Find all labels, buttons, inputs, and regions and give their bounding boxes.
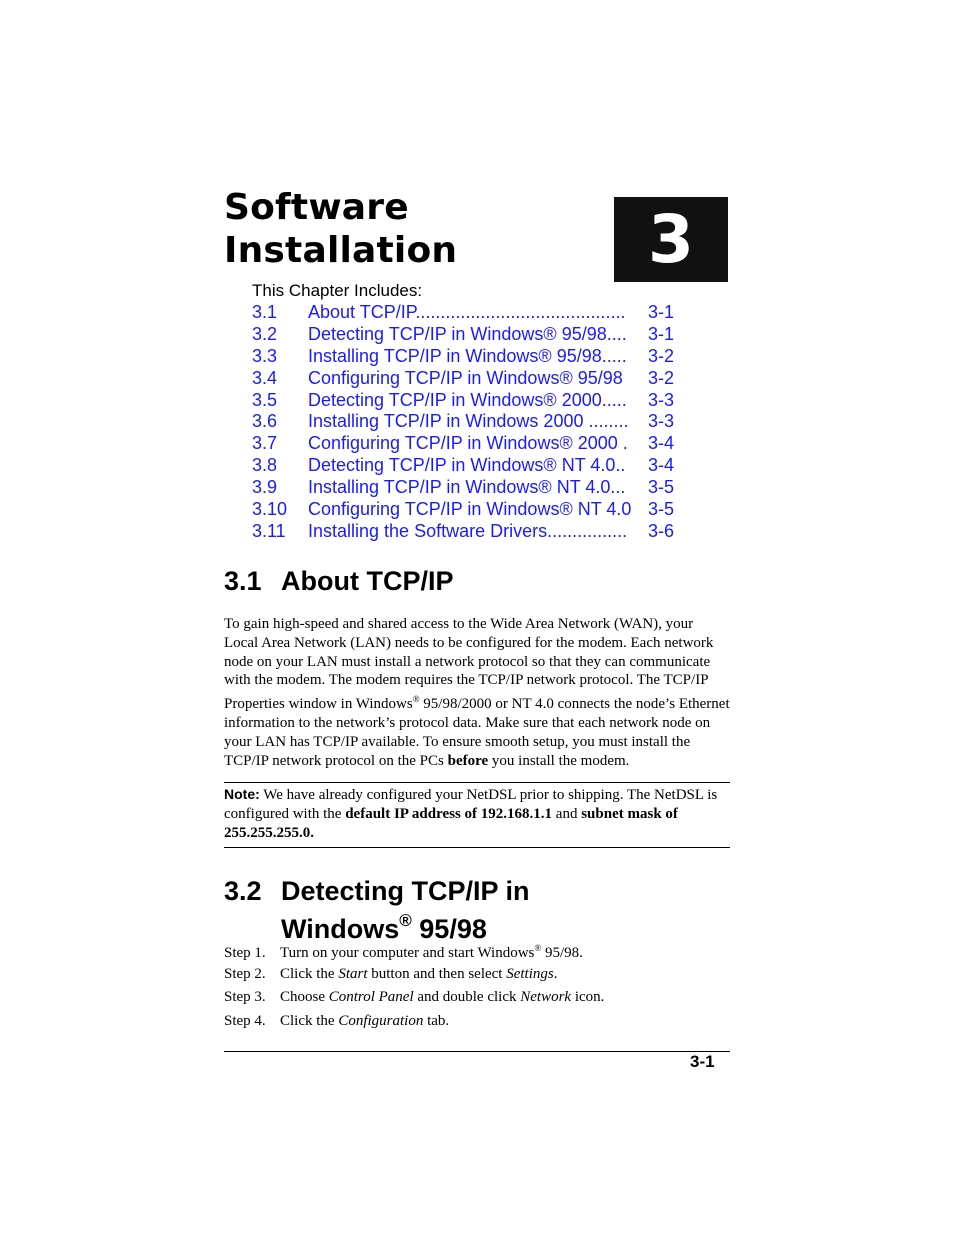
step-italic: Start (338, 966, 368, 982)
toc-number: 3.9 (252, 477, 278, 498)
note-bottom-rule (224, 847, 730, 848)
step-text: icon. (571, 989, 605, 1005)
section-title-line2-end: 95/98 (411, 914, 487, 944)
note-bold: subnet mask of 255.255.255.0. (224, 805, 678, 841)
section-heading (224, 876, 530, 944)
registered-mark: ® (399, 911, 412, 930)
toc-title: Installing TCP/IP in Windows 2000 (308, 411, 584, 432)
section-title: About TCP/IP (281, 566, 454, 596)
toc-number: 3.3 (252, 345, 278, 366)
toc-page: 3-2 (647, 345, 674, 366)
toc-page: 3-2 (647, 367, 674, 388)
toc-intro: This Chapter Includes: (252, 281, 423, 300)
step-text: Turn on your computer and start Windows (280, 945, 535, 961)
toc-page: 3-1 (647, 302, 674, 322)
registered-mark: ® (534, 943, 542, 953)
toc-link[interactable] (252, 345, 674, 367)
footer-rule (224, 1051, 730, 1052)
toc-number: 3.7 (252, 433, 278, 454)
section-title-line1: Detecting TCP/IP in (281, 876, 530, 906)
step-text: Click the (280, 1013, 339, 1029)
toc-leader: ..... (601, 389, 627, 410)
toc-link[interactable] (252, 454, 674, 476)
toc-title: Configuring TCP/IP in Windows® NT 4.0 (308, 499, 632, 520)
toc-title: Detecting TCP/IP in Windows® 95/98 (308, 323, 607, 344)
step-italic: Settings (506, 966, 554, 982)
toc-link[interactable] (252, 520, 674, 542)
note (224, 785, 730, 842)
step-text: and double click (413, 989, 521, 1005)
section-heading (224, 566, 453, 597)
step-text: Click the (280, 966, 339, 982)
step-italic: Control Panel (328, 989, 414, 1005)
chapter-number-box: 3 (614, 197, 728, 282)
note-top-rule (224, 782, 730, 783)
table-of-contents (252, 301, 674, 542)
toc-page: 3-3 (647, 411, 674, 432)
toc-leader: .. (615, 455, 626, 476)
section-number: 3.2 (224, 876, 262, 906)
toc-number: 3.1 (252, 302, 278, 322)
step-label: Step 2. (224, 966, 266, 982)
chapter-title-line1: Software (224, 187, 409, 228)
step-text: 95/98. (541, 945, 583, 961)
step-text: . (553, 966, 558, 982)
paragraph-text: To gain high-speed and shared access to the Wide Area Network (WAN), your Local Area Network (LAN) needs to be configured for the modem. Each network node on your LAN must install a network protocol so that they can communicate with the modem. The modem requires the TCP/IP network protocol. The TCP/IP Properties window in Windows (224, 616, 714, 713)
toc-number: 3.8 (252, 455, 278, 476)
section-number: 3.1 (224, 566, 262, 596)
toc-page: 3-4 (647, 455, 674, 476)
toc-page: 3-3 (647, 389, 674, 410)
paragraph-text: you install the modem. (488, 752, 630, 769)
toc-title: Detecting TCP/IP in Windows® NT 4.0 (308, 455, 616, 476)
toc-page: 3-6 (647, 520, 674, 541)
toc-page: 3-1 (647, 323, 674, 344)
toc-title: Detecting TCP/IP in Windows® 2000 (308, 389, 602, 410)
step-italic: Network (520, 989, 572, 1005)
toc-number: 3.2 (252, 323, 278, 344)
toc-number: 3.4 (252, 367, 278, 388)
toc-title: Configuring TCP/IP in Windows® 95/98 (308, 367, 623, 388)
step-text: Choose (280, 989, 329, 1005)
step-item (224, 966, 557, 983)
toc-title: Configuring TCP/IP in Windows® 2000 (308, 433, 618, 454)
toc-page: 3-5 (647, 499, 674, 520)
toc-leader: ................ (547, 520, 628, 541)
note-text: We have already configured your NetDSL prior to shipping. The NetDSL is configured with the (224, 787, 718, 822)
toc-link[interactable] (252, 367, 674, 389)
toc-link[interactable] (252, 410, 674, 432)
toc-title: Installing TCP/IP in Windows® NT 4.0 (308, 477, 611, 498)
toc-link[interactable] (252, 301, 674, 323)
note-bold: default IP address of 192.168.1.1 (345, 805, 553, 822)
note-label: Note: (224, 786, 260, 802)
toc-leader: . (617, 433, 628, 454)
section-title-line2: Windows (281, 914, 400, 944)
toc-number: 3.10 (252, 499, 288, 520)
toc-leader: ..... (601, 345, 627, 366)
step-item (224, 943, 583, 962)
step-item (224, 1013, 449, 1030)
toc-title: About TCP/IP (308, 302, 416, 322)
step-item (224, 989, 604, 1006)
step-label: Step 1. (224, 945, 266, 961)
registered-mark: ® (412, 694, 420, 705)
step-text: button and then select (367, 966, 507, 982)
chapter-title (224, 186, 604, 272)
toc-page: 3-4 (647, 433, 674, 454)
toc-page: 3-5 (647, 477, 674, 498)
toc-link[interactable] (252, 389, 674, 411)
toc-title: Installing the Software Drivers (308, 520, 548, 541)
chapter-title-line2: Installation (224, 230, 458, 271)
paragraph-text: 95/98/2000 or NT 4.0 connects the node’s Ethernet information to the network’s protocol data. Make sure that each network node on your LAN has TCP/IP available. To ensure smooth setup, you must install the TCP/IP network protocol on the PCs (224, 696, 730, 769)
toc-number: 3.5 (252, 389, 278, 410)
toc-link[interactable] (252, 432, 674, 454)
toc-number: 3.6 (252, 411, 278, 432)
toc-leader: .... (606, 323, 627, 344)
toc-title: Installing TCP/IP in Windows® 95/98 (308, 345, 602, 366)
paragraph-bold: before (447, 752, 489, 769)
page-number: 3-1 (690, 1052, 715, 1071)
toc-leader: ... (610, 477, 626, 498)
toc-link[interactable] (252, 476, 674, 498)
step-italic: Configuration (338, 1013, 424, 1029)
section-paragraph (224, 615, 730, 770)
toc-leader: .......................................... (415, 302, 626, 322)
toc-link[interactable] (252, 498, 674, 520)
note-text: and (552, 805, 582, 822)
toc-number: 3.11 (252, 520, 286, 541)
step-label: Step 3. (224, 989, 266, 1005)
step-text: tab. (423, 1013, 450, 1029)
step-label: Step 4. (224, 1013, 266, 1029)
toc-leader: ........ (583, 411, 629, 432)
toc-link[interactable] (252, 323, 674, 345)
